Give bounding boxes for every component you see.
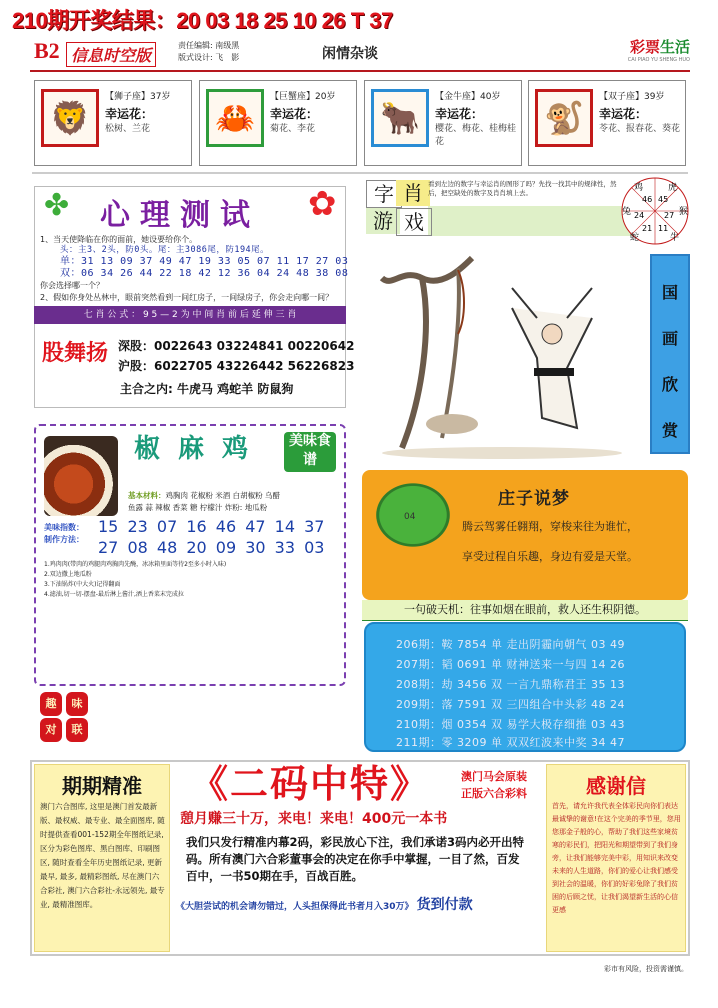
recipe-step: 2.双边撒上地瓜粉 [44, 571, 92, 578]
psych-question-1b: 你会选择哪一个？ [40, 281, 104, 290]
wheel-number: 46 [642, 195, 653, 204]
history-row [396, 676, 625, 692]
stock-codes [118, 336, 354, 376]
history-row [396, 696, 625, 712]
lucky-flowers: 苓花、报春花、葵花 [599, 124, 681, 134]
puzzle-char: 字 [366, 180, 402, 208]
history-text: ：鞍 7854 单 走出阴霾向朝气 03 49 [430, 638, 625, 651]
history-box [364, 622, 686, 752]
ingredients-label: 基本材料： [128, 491, 166, 500]
ingredients-list-2: 鱼露 蒜 辣椒 香菜 糖 柠檬汁 炸粉: 地瓜粉 [128, 503, 268, 512]
zodiac-name: 【双子座】39岁 [599, 92, 665, 102]
bull-icon: 🐂 [371, 89, 429, 147]
shenzhen-label: 深股： [118, 339, 155, 353]
number-row-1: 15 23 07 16 46 47 14 37 [98, 517, 325, 536]
hint-line: 一句破天机：往事如烟在眼前，救人还生积阴德。 [362, 600, 688, 621]
puzzle-description: 看到左边的数字与幸运肖的图形了吗？先找一找其中的规律性，然后，把空缺处的数字及肖肖填上去。 [428, 180, 617, 197]
psych-question-1: 1、当天使降临在你的面前，她设要给你个。 [40, 235, 198, 244]
ingredients [128, 490, 338, 514]
accuracy-title: 期期精准 [62, 774, 142, 798]
puzzle-char: 肖 [396, 180, 430, 206]
poem-line: 享受过程自乐趣，身边有爱是天堂。 [462, 550, 638, 563]
lucky-flower-label: 幸运花： [270, 107, 319, 121]
editor-line: 责任编辑: 南级黑 [178, 41, 240, 50]
lucky-flowers: 松树、兰花 [105, 124, 151, 134]
crab-icon: 🦀 [206, 89, 264, 147]
shenzhen-code: 0022643 03224841 00220642 [154, 339, 355, 353]
history-row [396, 636, 625, 652]
ad-source [448, 768, 540, 802]
method-label: 制作方法： [44, 535, 84, 544]
seven-zodiac-formula: 七 肖 公 式 ： 9 5 — 2 为 中 间 肖 前 后 延 伸 三 肖 [34, 306, 346, 324]
history-row [396, 716, 625, 732]
history-text: ：韬 0691 单 财神送来一与四 14 26 [430, 658, 625, 671]
lucky-flower-label: 幸运花： [435, 107, 484, 121]
recipe-steps [44, 560, 334, 600]
index-labels [44, 522, 84, 546]
zhuangzi-title: 庄子说梦 [498, 489, 570, 509]
brand-name-b: 生活 [659, 38, 690, 56]
wheel-number: 24 [634, 211, 645, 220]
lion-icon: 🦁 [41, 89, 99, 147]
ingredients-list: 鸡胸肉 花椒粉 米酒 白胡椒粉 乌醋 [165, 491, 281, 500]
draw-result-headline: 210期开奖结果：20 03 18 25 10 26 T 37 [12, 8, 393, 33]
wheel-label: 牛 [670, 233, 680, 243]
stock-logo: 股舞扬 [42, 341, 109, 366]
paper-name: 信息时空版 [66, 42, 156, 67]
psych-test-title: 心理测试 [100, 198, 260, 233]
zodiac-name: 【金牛座】40岁 [435, 92, 501, 102]
history-row [396, 656, 625, 672]
number-row-2: 27 08 48 20 09 30 33 03 [98, 538, 325, 557]
ad-slogan-row [176, 894, 540, 914]
zodiac-card [528, 80, 686, 166]
history-text: ：落 7591 双 三四组合中头彩 48 24 [430, 698, 625, 711]
flower-icon: ✿ [308, 184, 337, 224]
brand-logo [590, 36, 690, 63]
history-text: ：烟 0354 双 易学大极存细推 03 43 [430, 718, 625, 731]
history-text: ：零 3209 单 双双红波来中奖 34 47 [430, 736, 625, 749]
ad-source-line: 正版六合彩料 [461, 787, 527, 800]
zodiac-card [199, 80, 357, 166]
divider [32, 172, 688, 174]
puzzle-char: 游 [366, 208, 400, 234]
even-numbers: 双：06 34 26 44 22 18 42 12 36 04 24 48 38 08 [60, 268, 349, 279]
ad-slogan: 《大胆尝试的机会请勿错过，人头担保得此书者月入30万》 [176, 902, 414, 912]
wheel-number: 27 [664, 211, 675, 220]
history-period: 206期 [396, 638, 430, 651]
history-period: 208期 [396, 678, 430, 691]
wheel-label: 蛇 [630, 233, 640, 243]
lucky-flowers: 菊花、李花 [270, 124, 316, 134]
psych-question-2: 2、假如你身处丛林中，眼前突然看到一间红房子，一间绿房子，你会走向哪一间？ [40, 293, 334, 302]
zodiac-name: 【狮子座】37岁 [105, 92, 171, 102]
clover-icon: ✤ [44, 188, 70, 223]
zodiac-name: 【巨蟹座】20岁 [270, 92, 336, 102]
main-zodiacs: 主合之内: 牛虎马 鸡蛇羊 防鼠狗 [120, 382, 294, 396]
editor-credits [178, 40, 239, 64]
zodiac-card [364, 80, 522, 166]
painting-label-char: 画 [661, 329, 678, 348]
zodiac-card [34, 80, 192, 166]
recipe-tag: 美味食谱 [284, 432, 336, 472]
accuracy-text: 澳门六合图库, 这里是澳门首发最新版、最权威、最专业、最全面图库, 随时提供查看001-152期全年图纸记录, 区分为彩色图库、黑白图库、印刷图区, 随时查看全年历史图纸记录, 更新最早, 最多, 最精彩图纸, 尽在澳门六合彩社, 澳门六合彩社-永远领先, 最专业, 最精准图库。 [40, 802, 165, 909]
ad-source-line: 澳门马会原装 [461, 770, 527, 783]
brand-name-a: 彩票 [629, 38, 660, 56]
taste-numbers [98, 516, 324, 558]
shanghai-label: 沪股： [118, 359, 155, 373]
zodiac-wheel [620, 176, 690, 246]
head-tail-line: 头：主3、2头，防0头。尾：主3086尾，防194尾。 [60, 245, 270, 255]
dish-photo [44, 436, 118, 516]
footer-disclaimer: 彩市有风险，投资需谨慎。 [604, 965, 688, 973]
ad-headline: 《二码中特》 [189, 761, 430, 806]
poem-line: 腾云驾雾任翱翔，穿梭来往为谁忙， [462, 520, 638, 533]
zodiac-row [34, 80, 686, 168]
designer-line: 版式设计: 飞 影 [178, 53, 240, 62]
recipe-title: 椒麻鸡 [134, 434, 267, 464]
thanks-text: 首先，请允许我代表全体彩民向你们表达最诚挚的谢意!在这个完美的季节里，您用您那金子般的心，帮助了我们这些家境贫寒的彩民们，把阳光和期望带到了我们身旁，让我们能够完美中彩，用知识来改变未来的人生道路，你们的爱心让我们感受到社会的温暖，你们的好彩兔除了我们贫困的后顾之忧，让我们渴望新生活的心信更感 [552, 802, 681, 914]
brand-subtitle: CAI PIAO YU SHENG HUO [627, 57, 690, 63]
painting-label-char: 国 [661, 283, 678, 302]
wheel-number: 45 [658, 195, 669, 204]
wheel-label: 兔 [622, 207, 632, 217]
lantern-icon: 联 [66, 718, 88, 742]
lucky-flowers: 樱花、梅花、桂梅桂花 [435, 124, 517, 147]
lucky-flower-label: 幸运花： [599, 107, 648, 121]
wheel-number: 11 [658, 224, 669, 233]
history-period: 210期 [396, 718, 430, 731]
history-period: 207期 [396, 658, 430, 671]
wheel-label: 猴 [679, 207, 689, 217]
number-block [60, 244, 348, 280]
wheel-number: 21 [642, 224, 653, 233]
recipe-step: 1.鸡肉肉(带肉的鸡腿肉鸡胸肉先醃，冰冰箱里面等待2至多小时入味) [44, 561, 227, 568]
wheel-label: 虎 [668, 183, 678, 193]
painting-label-char: 欣 [661, 375, 678, 394]
page-number: B2 [34, 38, 60, 63]
lantern-icon: 味 [66, 692, 88, 716]
puzzle-char: 戏 [396, 208, 432, 236]
earn-line: 憩月赚三十万，来电！来电！400元一本书 [180, 811, 448, 827]
history-period: 209期 [396, 698, 430, 711]
ad-body: 我们只发行精准内幕2码，彩民放心下注，我们承诺3码内必开出特码。所有澳门六合彩董事会的决定在你手中掌握，一目了然，百发百中，一书50期在手，百战百胜。 [186, 835, 524, 883]
taste-index-label: 美味指数： [44, 523, 84, 532]
history-text: ：劫 3456 双 一言九鼎称君王 35 13 [430, 678, 625, 691]
lantern-icon: 对 [40, 718, 62, 742]
painting-label-panel [650, 254, 690, 454]
shanghai-code: 6022705 43226442 56226823 [154, 359, 355, 373]
wheel-label: 鸡 [634, 183, 644, 193]
recipe-step: 4.滤油,切一切-摆盘-最后淋上酱汁,洒上香菜末完成拉 [44, 591, 184, 598]
ink-painting [362, 248, 638, 460]
section-title: 闲情杂谈 [322, 46, 378, 62]
lucky-flower-label: 幸运花： [105, 107, 154, 121]
odd-numbers: 单：31 13 09 37 49 47 19 33 05 07 11 17 27 03 [60, 256, 349, 267]
recipe-step: 3.下油锅炸(中大火)记得翻面 [44, 581, 121, 588]
thanks-title: 感谢信 [586, 774, 646, 798]
history-period: 211期 [396, 736, 430, 749]
leaf-number: 04 [404, 512, 416, 522]
painting-label-char: 赏 [661, 421, 678, 440]
history-row [396, 734, 625, 750]
pay-on-delivery: 货到付款 [416, 897, 473, 913]
lantern-icon: 趣 [40, 692, 62, 716]
twins-icon: 🐒 [535, 89, 593, 147]
